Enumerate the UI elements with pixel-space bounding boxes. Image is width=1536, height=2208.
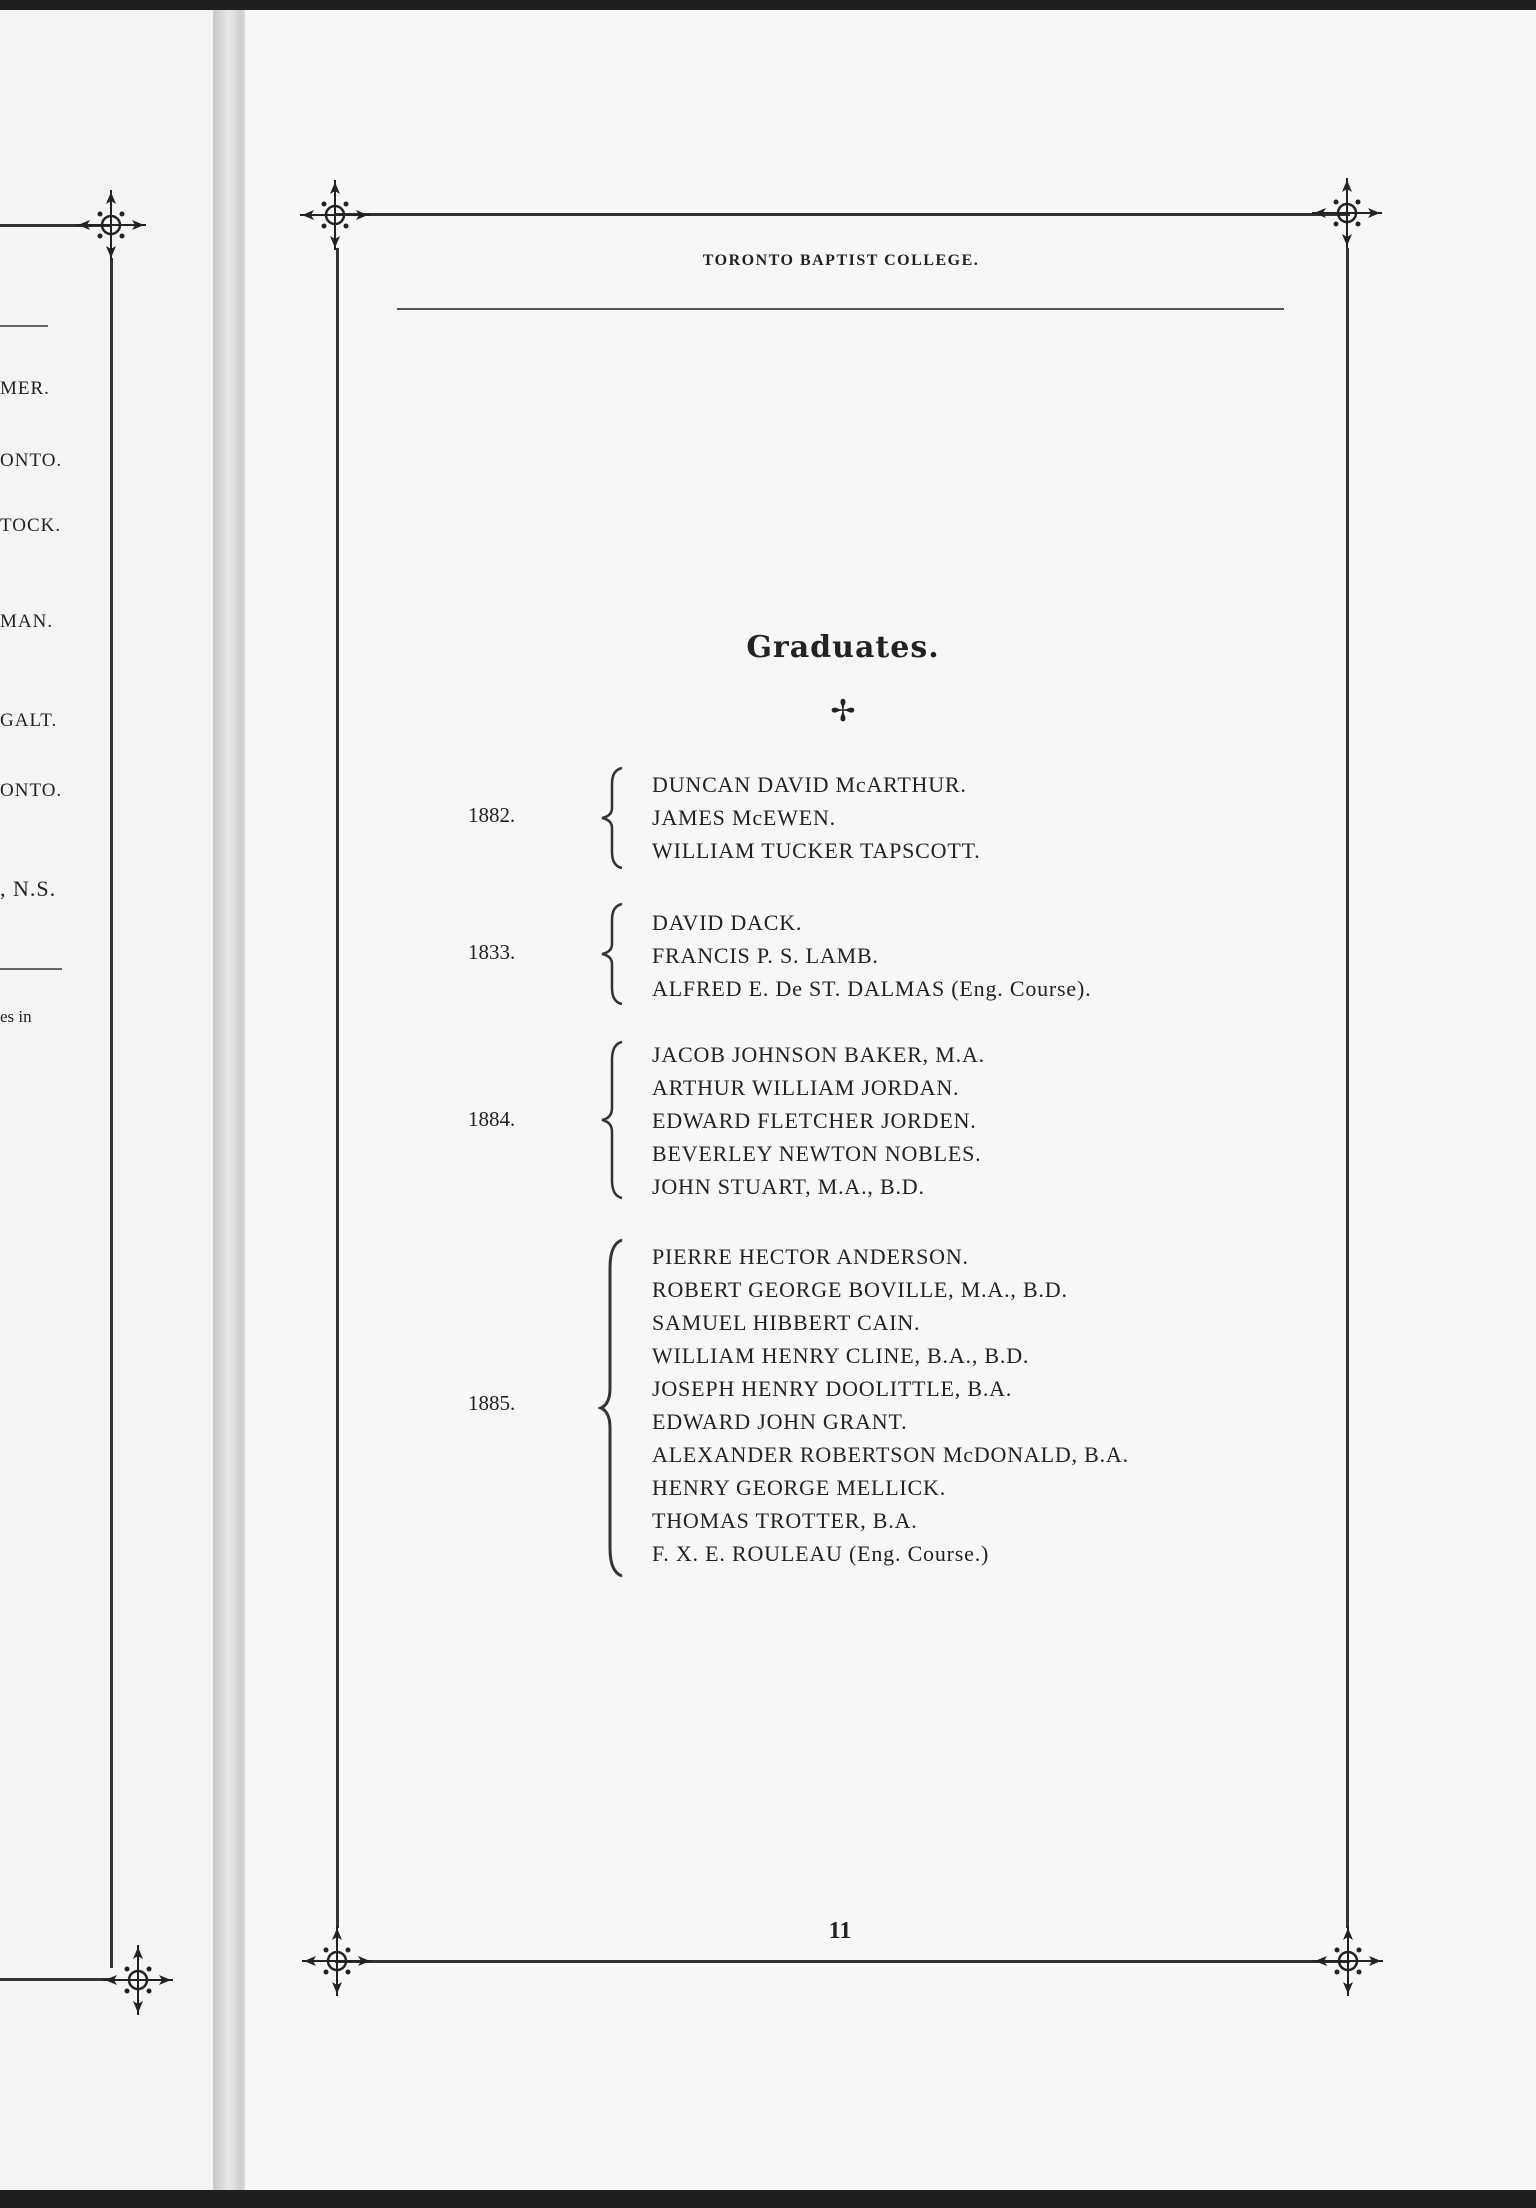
left-text-fragment: ONTO. [0,780,63,801]
graduate-name: EDWARD JOHN GRANT. [652,1409,908,1434]
graduate-name: THOMAS TROTTER, B.A. [652,1508,918,1533]
brace-icon [596,1238,632,1578]
left-text-fragment: , N.S. [0,876,57,901]
graduate-list [652,1240,1129,1570]
graduate-name: JAMES McEWEN. [652,805,836,830]
graduate-name: BEVERLEY NEWTON NOBLES. [652,1141,982,1166]
graduate-name: ALFRED E. De ST. DALMAS (Eng. Course). [652,976,1092,1001]
left-rule-bottom [0,968,62,970]
graduate-name: F. X. E. ROULEAU (Eng. Course.) [652,1541,990,1566]
left-text-fragment: es in [0,1007,32,1026]
graduate-name: SAMUEL HIBBERT CAIN. [652,1310,921,1335]
graduate-name: HENRY GEORGE MELLICK. [652,1475,947,1500]
frame-right-line [1346,248,1349,1928]
frame-left-line [336,248,339,1928]
left-page [0,10,222,2190]
graduate-name: WILLIAM TUCKER TAPSCOTT. [652,838,981,863]
graduate-name: DUNCAN DAVID McARTHUR. [652,772,967,797]
left-text-fragment: GALT. [0,710,58,731]
left-frame-bottom-line [0,1978,110,1981]
ornament-icon [1312,178,1382,248]
graduate-name: JOSEPH HENRY DOOLITTLE, B.A. [652,1376,1013,1401]
graduate-name: FRANCIS P. S. LAMB. [652,943,879,968]
graduation-year: 1882. [468,803,516,827]
graduate-list [652,906,1091,1005]
running-header: TORONTO BAPTIST COLLEGE. [702,252,980,269]
left-text-fragment: MER. [0,378,50,399]
ornament-icon [103,1945,173,2015]
ornament-icon [302,1926,372,1996]
frame-bottom-line [335,1960,1350,1963]
ornament-icon [76,190,146,260]
section-title: Graduates. [746,630,940,665]
left-frame-side-line [110,258,113,1968]
graduate-name: JOHN STUART, M.A., B.D. [652,1174,925,1199]
graduate-name: ALEXANDER ROBERTSON McDONALD, B.A. [652,1442,1129,1467]
graduate-name: WILLIAM HENRY CLINE, B.A., B.D. [652,1343,1030,1368]
graduate-name: PIERRE HECTOR ANDERSON. [652,1244,969,1269]
header-rule [397,308,1284,310]
graduate-name: JACOB JOHNSON BAKER, M.A. [652,1042,985,1067]
graduate-name: ROBERT GEORGE BOVILLE, M.A., B.D. [652,1277,1068,1302]
left-text-fragment: TOCK. [0,515,62,536]
graduate-name: EDWARD FLETCHER JORDEN. [652,1108,977,1133]
page-number: 11 [828,1918,852,1944]
graduate-name: ARTHUR WILLIAM JORDAN. [652,1075,960,1100]
graduation-year: 1885. [468,1391,516,1415]
graduate-list [652,1038,985,1203]
graduation-year: 1833. [468,940,516,964]
brace-icon [596,766,632,870]
left-rule-top [0,325,48,327]
left-text-fragment: ONTO. [0,450,63,471]
brace-icon [596,1040,632,1200]
left-text-fragment: MAN. [0,611,54,632]
graduate-list [652,768,981,867]
frame-top-line [335,213,1350,216]
dagger-ornament-icon: ✢ [830,695,856,728]
graduate-name: DAVID DACK. [652,910,803,935]
ornament-icon [300,180,370,250]
ornament-icon [1313,1926,1383,1996]
graduation-year: 1884. [468,1107,516,1131]
brace-icon [596,902,632,1006]
